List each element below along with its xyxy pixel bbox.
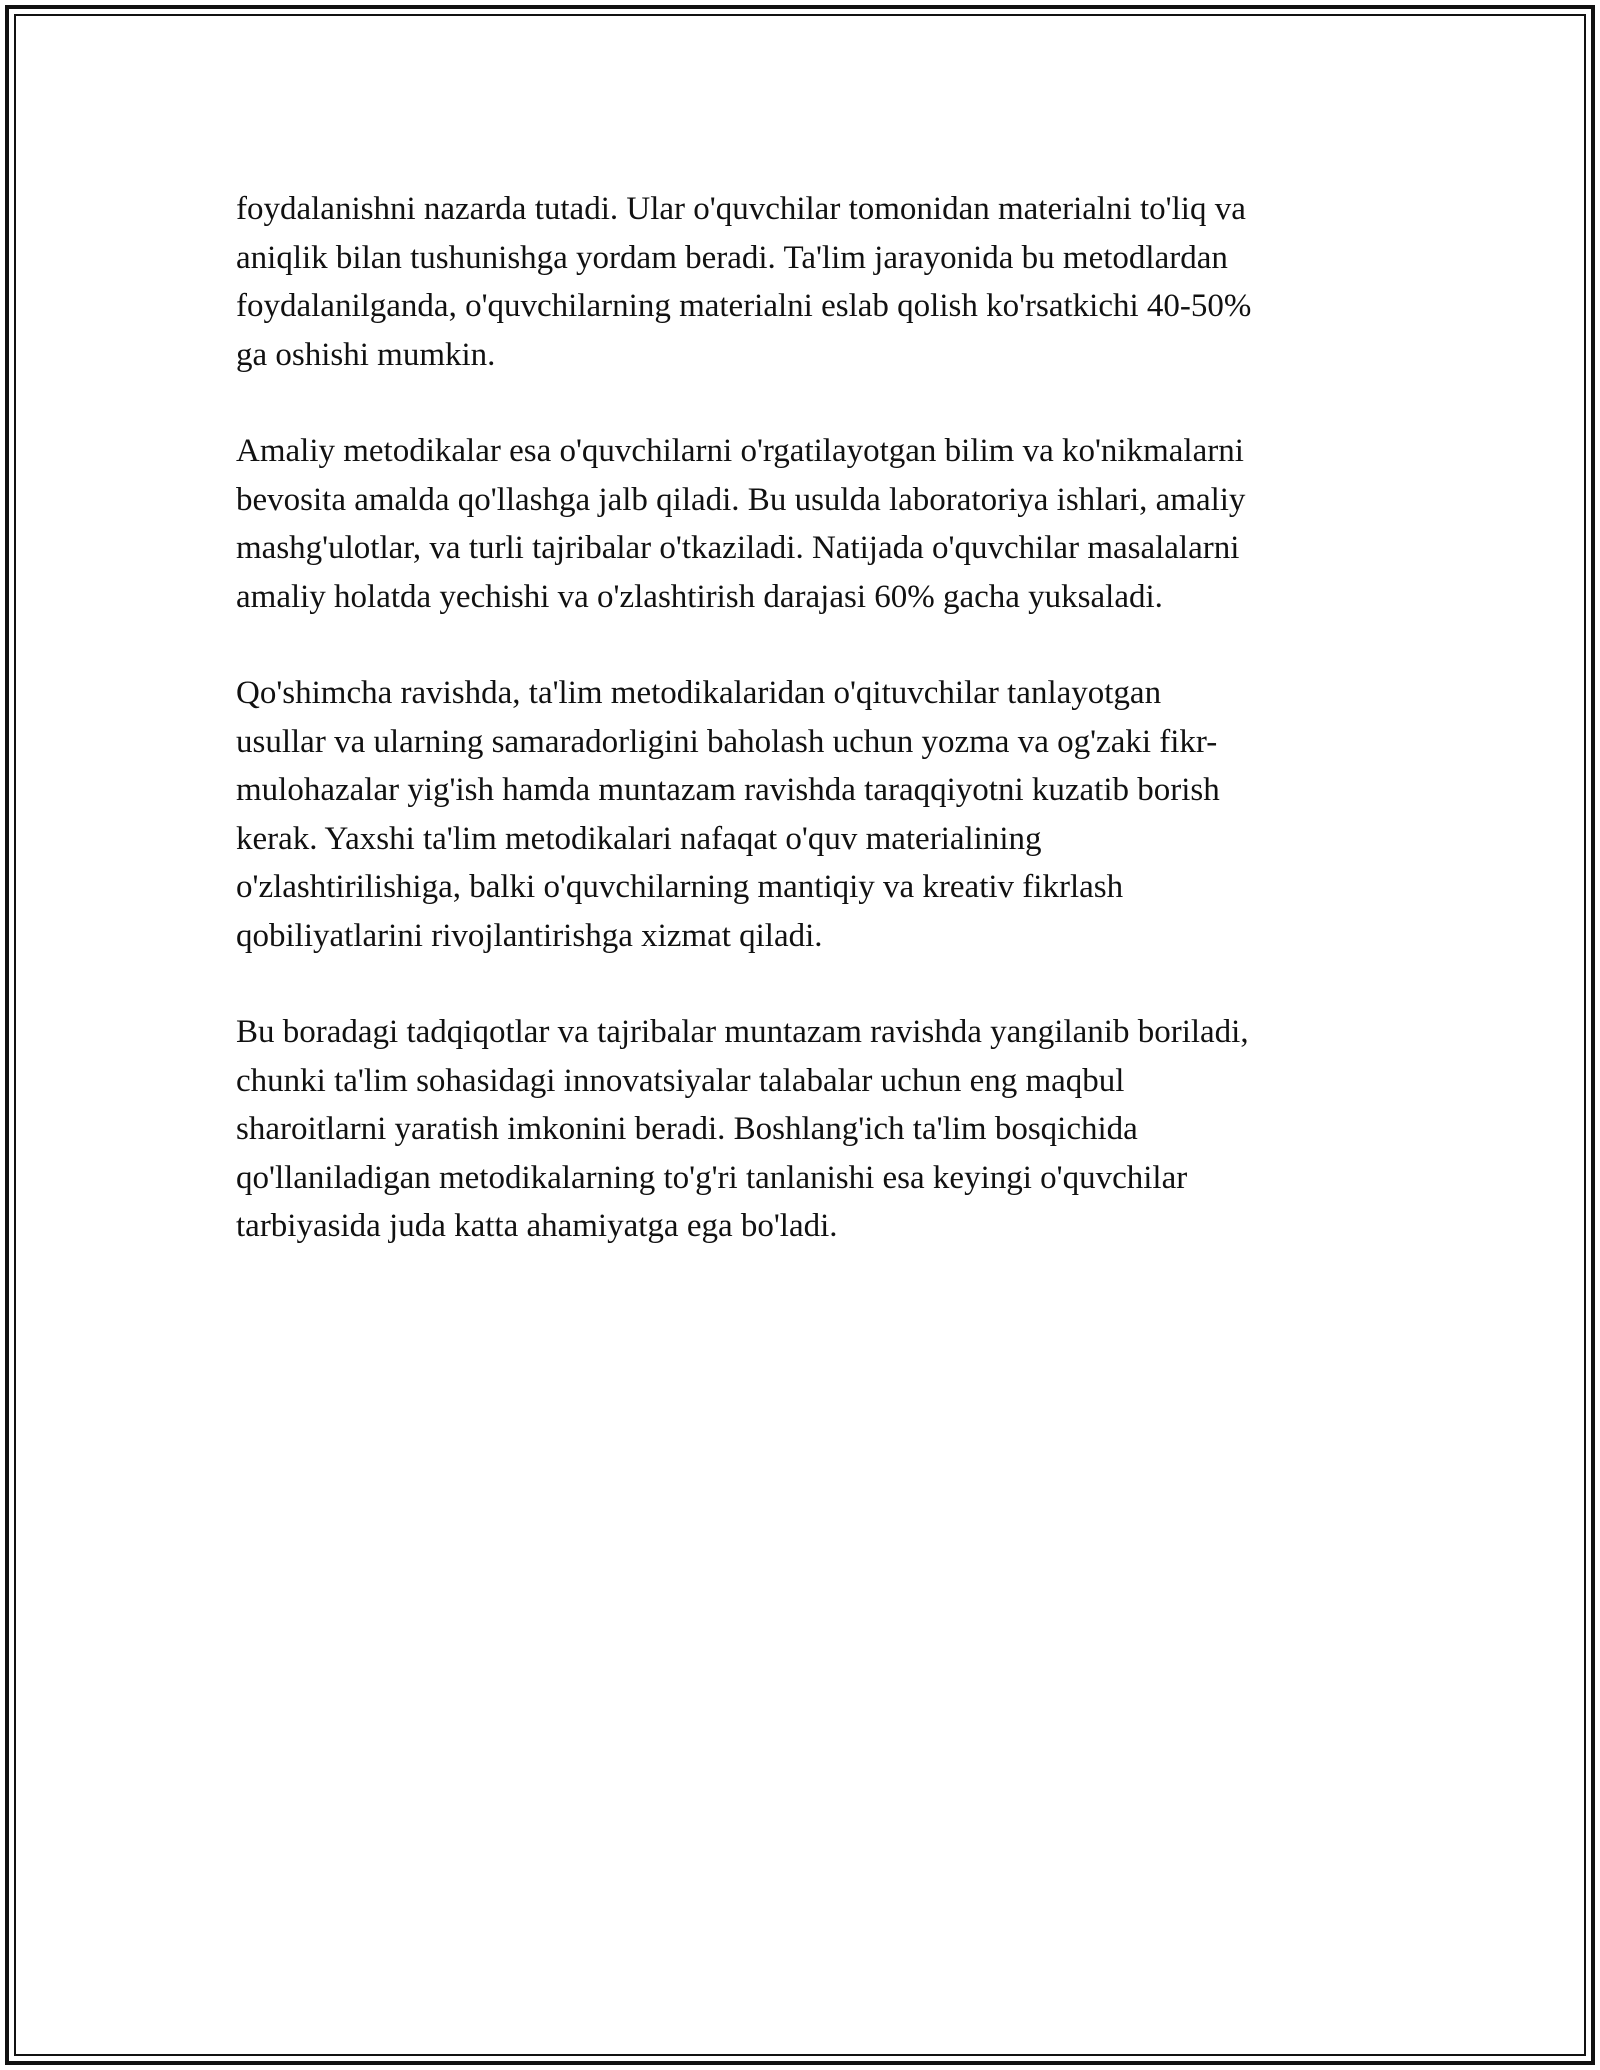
paragraph-4: Bu boradagi tadqiqotlar va tajribalar muntazam ravishda yangilanib boriladi, chunki ta'lim sohasidagi innovatsiyalar talabalar uchun eng maqbul sharoitlarni yaratish imkonini beradi. Boshlang'ich ta'lim bosqichida qo'llaniladigan metodikalarning to'g'ri tanlanishi esa keyingi o'quvchilar tarbiyasida juda katta ahamiyatga ega bo'ladi.: [236, 1014, 1249, 1244]
paragraph-3: Qo'shimcha ravishda, ta'lim metodikalaridan o'qituvchilar tanlayotgan usullar va ularning samaradorligini baholash uchun yozma va og'zaki fikr- mulohazalar yig'ish hamda muntazam ravishda taraqqiyotni kuzatib borish kerak. Yaxshi ta'lim metodikalari nafaqat o'quv materialining o'zlashtirilishiga, balki o'quvchilarning mantiqiy va kreativ fikrlash qobiliyatlarini rivojlantirishga xizmat qiladi.: [236, 675, 1220, 954]
document-body: [236, 185, 1386, 1299]
paragraph-2: Amaliy metodikalar esa o'quvchilarni o'rgatilayotgan bilim va ko'nikmalarni bevosita amalda qo'llashga jalb qiladi. Bu usulda laboratoriya ishlari, amaliy mashg'ulotlar, va turli tajribalar o'tkaziladi. Natijada o'quvchilar masalalarni amaliy holatda yechishi va o'zlashtirish darajasi 60% gacha yuksaladi.: [236, 433, 1246, 615]
paragraph-1: foydalanishni nazarda tutadi. Ular o'quvchilar tomonidan materialni to'liq va aniqlik bilan tushunishga yordam beradi. Ta'lim jarayonida bu metodlardan foydalanilganda, o'quvchilarning materialni eslab qolish ko'rsatkichi 40-50% ga oshishi mumkin.: [236, 191, 1252, 373]
